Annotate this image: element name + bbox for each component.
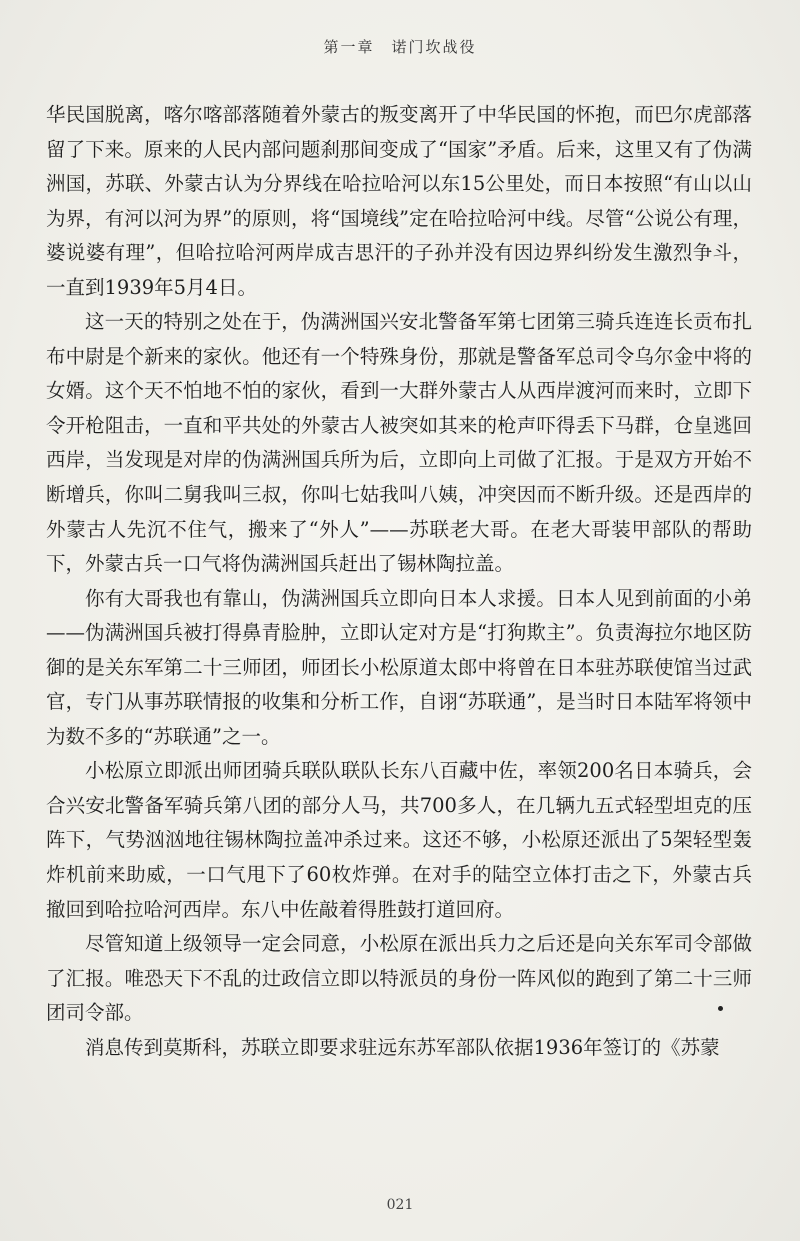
running-header: 第一章 诺门坎战役 — [323, 38, 477, 56]
paragraph: 消息传到莫斯科，苏联立即要求驻远东苏军部队依据1936年签订的《苏蒙 — [85, 1035, 720, 1059]
paragraph: 小松原立即派出师团骑兵联队联队长东八百藏中佐，率领200名日本骑兵，会合兴安北警备军骑兵第八团的部分人马，共700多人，在几辆九五式轻型坦克的压阵下，气势汹汹地往锡林陶拉盖冲杀过来。这还不够，小松原还派出了5架轻型轰炸机前来助威，一口气甩下了60枚炸弹。在对手的陆空立体打击之下，外蒙古兵撤回到哈拉哈河西岸。东八中佐敲着得胜鼓打道回府。 — [46, 759, 752, 921]
ink-speck — [718, 1006, 723, 1011]
paragraph: 你有大哥我也有靠山，伪满洲国兵立即向日本人求援。日本人见到前面的小弟——伪满洲国兵被打得鼻青脸肿，立即认定对方是“打狗欺主”。负责海拉尔地区防御的是关东军第二十三师团，师团长小松原道太郎中将曾在日本驻苏联使馆当过武官，专门从事苏联情报的收集和分析工作，自诩“苏联通”，是当时日本陆军将领中为数不多的“苏联通”之一。 — [46, 586, 752, 748]
body-text — [46, 98, 752, 1065]
page-number: 021 — [386, 1197, 414, 1213]
paragraph: 华民国脱离，喀尔喀部落随着外蒙古的叛变离开了中华民国的怀抱，而巴尔虎部落留了下来。原来的人民内部问题刹那间变成了“国家”矛盾。后来，这里又有了伪满洲国，苏联、外蒙古认为分界线在哈拉哈河以东15公里处，而日本按照“有山以山为界，有河以河为界”的原则，将“国境线”定在哈拉哈河中线。尽管“公说公有理，婆说婆有理”，但哈拉哈河两岸成吉思汗的子孙并没有因边界纠纷发生激烈争斗，一直到1939年5月4日。 — [46, 103, 752, 299]
paragraph: 这一天的特别之处在于，伪满洲国兴安北警备军第七团第三骑兵连连长贡布扎布中尉是个新来的家伙。他还有一个特殊身份，那就是警备军总司令乌尔金中将的女婿。这个天不怕地不怕的家伙，看到一大群外蒙古人从西岸渡河而来时，立即下令开枪阻击，一直和平共处的外蒙古人被突如其来的枪声吓得丢下马群，仓皇逃回西岸，当发现是对岸的伪满洲国兵所为后，立即向上司做了汇报。于是双方开始不断增兵，你叫二舅我叫三叔，你叫七姑我叫八姨，冲突因而不断升级。还是西岸的外蒙古人先沉不住气，搬来了“外人”——苏联老大哥。在老大哥装甲部队的帮助下，外蒙古兵一口气将伪满洲国兵赶出了锡林陶拉盖。 — [46, 310, 752, 576]
paragraph: 尽管知道上级领导一定会同意，小松原在派出兵力之后还是向关东军司令部做了汇报。唯恐天下不乱的辻政信立即以特派员的身份一阵风似的跑到了第二十三师团司令部。 — [46, 932, 752, 1025]
